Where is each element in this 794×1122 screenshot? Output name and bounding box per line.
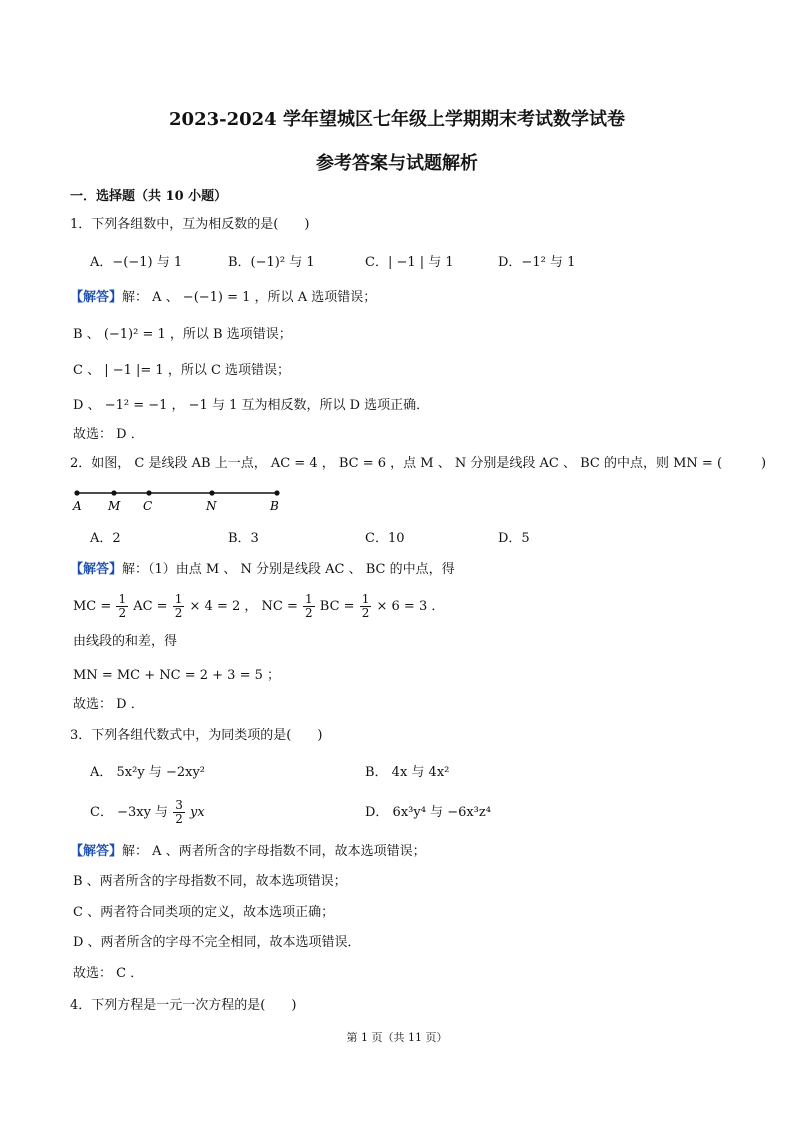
q3-stem: 3．下列各组代数式中，为同类项的是( ) (70, 728, 323, 743)
q2-answer-text-1: 解：（1）由点 M 、 N 分别是线段 AC 、 BC 的中点，得 (122, 562, 455, 577)
q4-stem: 4．下列方程是一元一次方程的是( ) (70, 998, 297, 1013)
q2-nc-result: × 6 = 3 ． (376, 599, 445, 614)
point-a-dot (74, 490, 79, 495)
answer-tag: 【解答】 (70, 562, 123, 577)
point-c-dot (146, 490, 151, 495)
fraction-three-halves: $\frac{3}{2}$ (175, 798, 183, 826)
q1-option-b: B．(−1)² 与 1 (228, 255, 315, 270)
point-a-label: A (73, 499, 82, 513)
q1-option-d: D．−1² 与 1 (498, 255, 576, 270)
q1-conclusion: 故选： D ． (73, 427, 144, 442)
q3-conclusion: 故选： C ． (73, 966, 144, 981)
q3-option-d: D． 6x³y⁴ 与 −6x³z⁴ (365, 805, 491, 820)
q2-option-a: A．2 (90, 531, 121, 546)
point-n-dot (209, 490, 214, 495)
q2-mc-result: × 4 = 2 ， NC = (189, 599, 298, 614)
answer-tag: 【解答】 (70, 290, 123, 305)
q3-option-c (90, 796, 205, 830)
point-b-label: B (270, 499, 279, 513)
fraction-half-2: $\frac{1}{2}$ (174, 592, 183, 620)
q1-option-c: C．| −1 | 与 1 (365, 255, 454, 270)
q1-option-a: A．−(−1) 与 1 (90, 255, 183, 270)
q1-answer-line-2: B 、 (−1)² = 1 ，所以 B 选项错误； (73, 327, 292, 342)
section-heading: 一．选择题（共 10 小题） (70, 189, 228, 204)
q3-option-b: B． 4x 与 4x² (365, 765, 450, 780)
q1-answer-line-1 (70, 289, 376, 307)
point-m-label: M (108, 499, 121, 513)
q3-answer-line-2: B 、两者所含的字母指数不同，故本选项错误； (73, 874, 347, 889)
fraction-half-4: $\frac{1}{2}$ (361, 592, 370, 620)
q2-answer-line-4: MN = MC + NC = 2 + 3 = 5 ； (73, 668, 280, 683)
segment-figure (70, 486, 300, 520)
q2-stem: 2．如图， C 是线段 AB 上一点， AC = 4 ， BC = 6 ，点 M 、 N 分别是线段 AC 、 BC 的中点，则 MN = ( ) (70, 456, 767, 471)
q2-answer-line-3: 由线段的和差，得 (73, 634, 178, 649)
q2-bc-text: BC = (319, 599, 355, 614)
q2-answer-line-2 (73, 590, 444, 624)
point-c-label: C (143, 499, 153, 513)
q2-conclusion: 故选： D ． (73, 697, 144, 712)
page-subtitle: 参考答案与试题解析 (316, 153, 478, 174)
q3-answer-line-4: D 、两者所含的字母不完全相同，故本选项错误． (73, 935, 361, 950)
q2-answer-line-1 (70, 561, 455, 579)
q3-answer-line-1 (70, 843, 426, 861)
q1-answer-line-3: C 、 | −1 |= 1 ，所以 C 选项错误； (73, 363, 291, 378)
q2-option-c: C．10 (365, 531, 405, 546)
q1-answer-line-4: D 、 −1² = −1 ， −1 与 1 互为相反数，所以 D 选项正确． (73, 398, 430, 413)
page-footer: 第 1 页（共 11 页） (346, 1031, 448, 1044)
q2-mc-label: MC = (73, 599, 112, 614)
point-m-dot (111, 490, 116, 495)
point-b-dot (274, 490, 279, 495)
q1-stem: 1．下列各组数中，互为相反数的是( ) (70, 217, 310, 232)
q2-option-b: B．3 (228, 531, 259, 546)
q1-answer-text-1: 解： A 、 −(−1) = 1 ，所以 A 选项错误； (122, 290, 377, 305)
q2-ac-text: AC = (133, 599, 168, 614)
answer-tag: 【解答】 (70, 844, 123, 859)
q3-option-c-text: C． −3xy 与 (90, 805, 169, 820)
point-n-label: N (206, 499, 217, 513)
q3-option-c-yx: yx (189, 805, 205, 820)
q3-answer-text-1: 解： A 、两者所含的字母指数不同，故本选项错误； (122, 844, 426, 859)
q3-option-a: A． 5x²y 与 −2xy² (90, 765, 205, 780)
q2-option-d: D．5 (498, 531, 530, 546)
fraction-half-1: $\frac{1}{2}$ (118, 592, 127, 620)
segment-ab-diagram (70, 486, 300, 516)
fraction-half-3: $\frac{1}{2}$ (305, 592, 313, 620)
q3-answer-line-3: C 、两者符合同类项的定义，故本选项正确； (73, 905, 335, 920)
page-title: 2023-2024 学年望城区七年级上学期期末考试数学试卷 (169, 109, 625, 130)
